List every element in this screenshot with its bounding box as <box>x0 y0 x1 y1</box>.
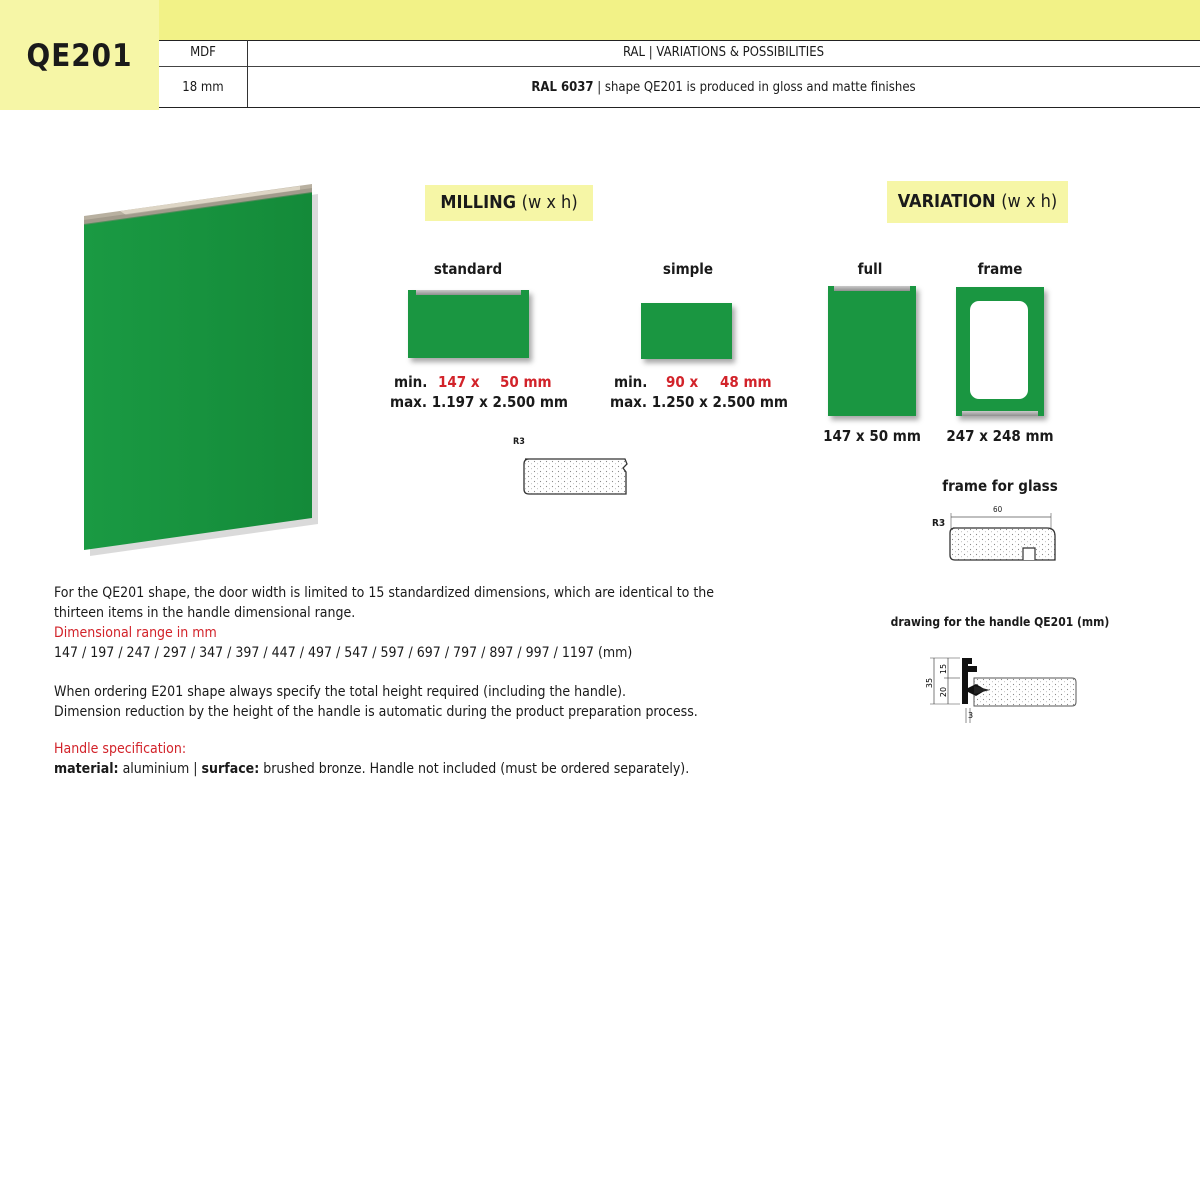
handle-spec <box>54 739 774 779</box>
range-title: Dimensional range in mm <box>54 625 217 641</box>
dim-20: 20 <box>939 686 948 698</box>
spec-surface-value: brushed bronze. Handle not included (must be ordered separately). <box>259 761 690 777</box>
spec-title: Handle specification: <box>54 741 187 757</box>
ordering-paragraph <box>54 682 774 722</box>
frame-handle <box>962 411 1038 416</box>
dim-3: 3 <box>968 711 974 720</box>
full-handle <box>834 286 910 291</box>
frame-window <box>970 301 1028 399</box>
full-label: full <box>857 260 883 278</box>
ordering-line-1: When ordering E201 shape always specify the total height required (including the handle). <box>54 684 626 700</box>
intro-paragraph <box>54 583 734 663</box>
dim-35: 35 <box>925 677 934 689</box>
milling-profile-drawing <box>515 450 635 500</box>
standard-min-row <box>394 373 554 391</box>
ral-description <box>247 80 1200 95</box>
door-preview <box>70 180 340 560</box>
handle-drawing-title: drawing for the handle QE201 (mm) <box>890 615 1110 629</box>
ral-text: | shape QE201 is produced in gloss and matte finishes <box>593 80 916 95</box>
standard-max: max. 1.197 x 2.500 mm <box>390 393 568 411</box>
frame-glass-profile-drawing <box>945 508 1065 568</box>
ral-code: RAL 6037 <box>531 80 594 95</box>
standard-handle <box>416 290 521 295</box>
variation-title: VARIATION <box>897 191 996 212</box>
simple-min-height: 48 mm <box>720 373 772 391</box>
profile-radius-label: R3 <box>513 437 525 447</box>
frame-size: 247 x 248 mm <box>946 427 1054 445</box>
standard-label: standard <box>433 260 503 278</box>
thickness-cell: 18 mm <box>182 80 224 95</box>
product-code: QE201 <box>26 38 133 74</box>
dim-15: 15 <box>939 663 948 675</box>
frame-sample <box>956 287 1044 416</box>
simple-min-label: min. <box>614 373 648 391</box>
table-title: RAL | VARIATIONS & POSSIBILITIES <box>622 45 825 60</box>
door-panel <box>84 188 312 550</box>
spec-surface-label: surface: <box>201 761 260 777</box>
milling-title: MILLING <box>440 192 516 213</box>
spec-material-value: aluminium | <box>118 761 202 777</box>
variation-unit: (w x h) <box>1001 191 1058 212</box>
range-values: 147 / 197 / 247 / 297 / 347 / 397 / 447 / 497 / 547 / 597 / 697 / 797 / 897 / 997 / 1197 (mm) <box>54 645 633 661</box>
frame-glass-width: 60 <box>993 505 1003 514</box>
full-size: 147 x 50 mm <box>823 427 921 445</box>
material-cell: MDF <box>190 45 216 60</box>
standard-min-height: 50 mm <box>500 373 552 391</box>
spec-line <box>54 759 774 779</box>
milling-heading <box>425 185 593 221</box>
simple-max: max. 1.250 x 2.500 mm <box>610 393 788 411</box>
handle-drawing <box>922 648 1082 728</box>
frame-glass-radius: R3 <box>932 518 946 529</box>
frame-label: frame <box>977 260 1023 278</box>
header-band <box>159 0 1200 40</box>
simple-sample <box>641 303 732 359</box>
milling-unit: (w x h) <box>521 192 578 213</box>
variation-heading <box>887 181 1068 223</box>
intro-text: For the QE201 shape, the door width is limited to 15 standardized dimensions, which are identical to the thirteen items in the handle dimensional range. <box>54 585 715 621</box>
ordering-line-2: Dimension reduction by the height of the handle is automatic during the product preparation process. <box>54 704 698 720</box>
standard-sample <box>408 290 529 358</box>
simple-label: simple <box>662 260 714 278</box>
standard-min-width: 147 x <box>438 373 480 391</box>
full-sample <box>828 286 916 416</box>
simple-min-width: 90 x <box>666 373 699 391</box>
frame-glass-label: frame for glass <box>942 477 1058 495</box>
simple-min-row <box>614 373 774 391</box>
spec-material-label: material: <box>54 761 119 777</box>
standard-min-label: min. <box>394 373 428 391</box>
